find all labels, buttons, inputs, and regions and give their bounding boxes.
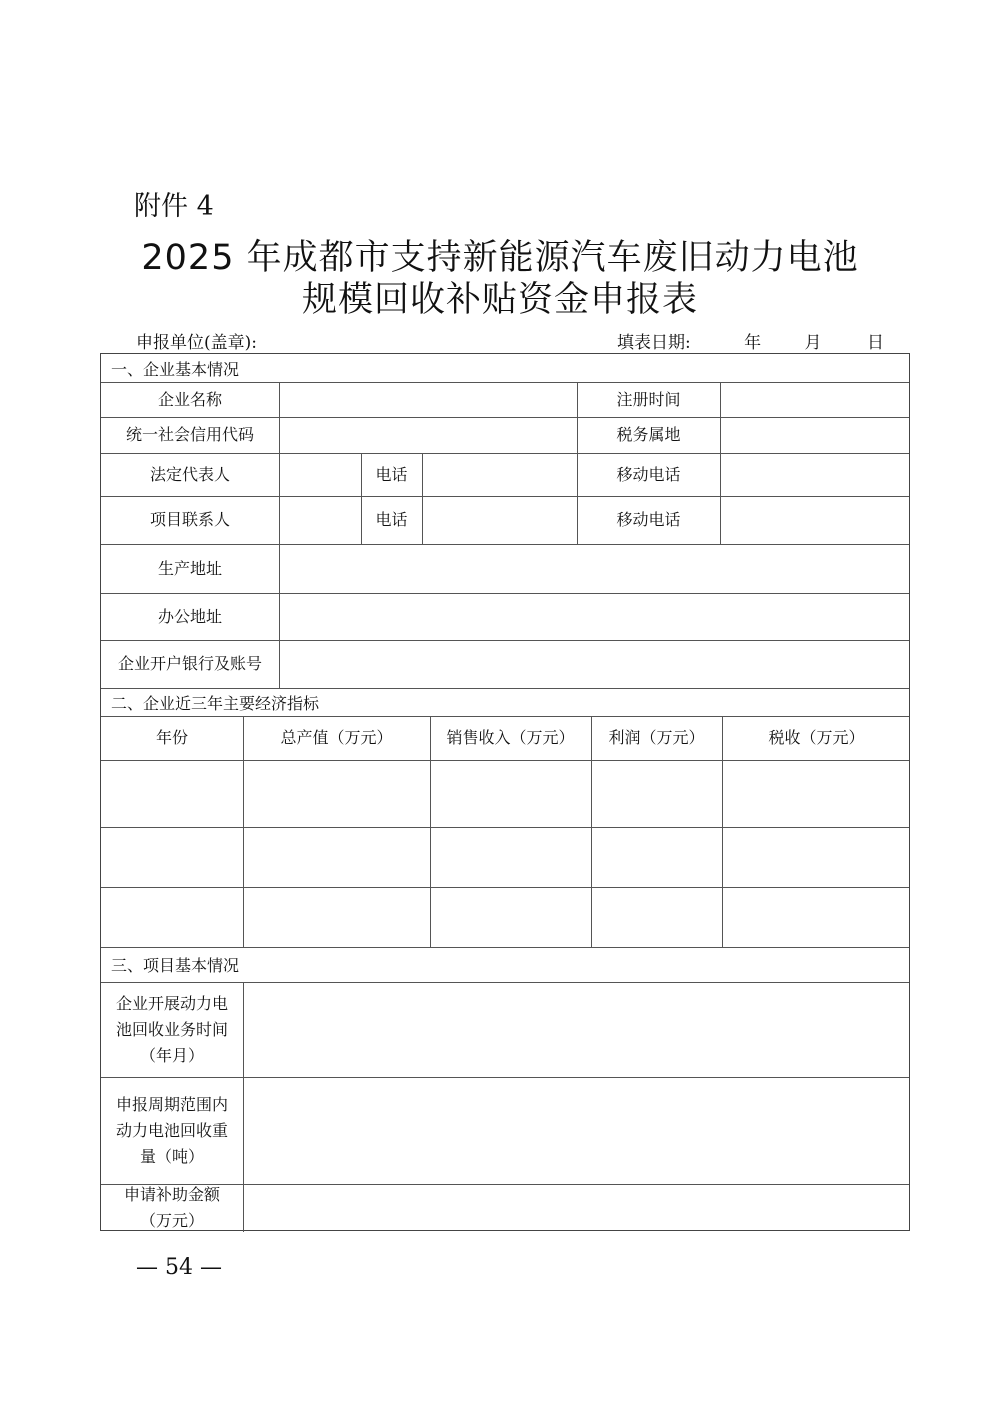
label-production-address: 生产地址 [157, 558, 222, 578]
section-heading-basic-info: 一、企业基本情况 [111, 359, 240, 379]
col-divider [422, 453, 423, 544]
column-header-output-value: 总产值（万元） [280, 728, 393, 747]
form-title-line2: 规模回收补贴资金申报表 [301, 280, 698, 320]
section-heading-economic-indicators: 二、企业近三年主要经济指标 [111, 693, 320, 713]
column-header-profit: 利润（万元） [608, 728, 705, 747]
label-tax-location: 税务属地 [616, 425, 681, 444]
label-credit-code: 统一社会信用代码 [125, 425, 254, 444]
row-divider [101, 887, 909, 888]
label-recycle-weight: 申报周期范围内动力电池回收重量（吨） [115, 1094, 228, 1166]
application-form-table [100, 353, 910, 1231]
form-title-line1: 2025 年成都市支持新能源汽车废旧动力电池 [141, 238, 859, 278]
applicant-label: 申报单位(盖章): [136, 333, 257, 353]
label-mobile: 移动电话 [616, 510, 681, 529]
fill-date [617, 328, 884, 353]
label-register-time: 注册时间 [616, 389, 681, 409]
label-subsidy-amount: 申请补助金额（万元） [123, 1185, 220, 1230]
date-month: 月 [804, 333, 822, 353]
label-business-start-time: 企业开展动力电池回收业务时间（年月） [115, 993, 228, 1065]
label-company-name: 企业名称 [157, 389, 222, 409]
row-divider [101, 827, 909, 828]
fill-date-label: 填表日期: [617, 333, 691, 353]
label-legal-representative: 法定代表人 [149, 464, 230, 484]
section-heading-project-info: 三、项目基本情况 [111, 956, 240, 975]
page-number: — 54 — [136, 1255, 222, 1280]
attachment-label: 附件 4 [134, 191, 214, 222]
date-day: 日 [866, 333, 884, 353]
date-year: 年 [744, 333, 762, 353]
column-header-year: 年份 [155, 728, 188, 747]
column-header-tax: 税收（万元） [768, 728, 865, 747]
label-phone: 电话 [375, 464, 408, 484]
label-bank-account: 企业开户银行及账号 [117, 654, 262, 673]
column-header-sales-revenue: 销售收入（万元） [446, 728, 575, 747]
row-divider [101, 760, 909, 761]
label-project-contact: 项目联系人 [149, 510, 230, 529]
label-office-address: 办公地址 [157, 606, 222, 626]
col-divider [243, 982, 244, 1232]
label-mobile: 移动电话 [616, 464, 681, 484]
col-divider [720, 382, 721, 544]
col-divider [279, 382, 280, 688]
label-phone: 电话 [375, 510, 408, 529]
